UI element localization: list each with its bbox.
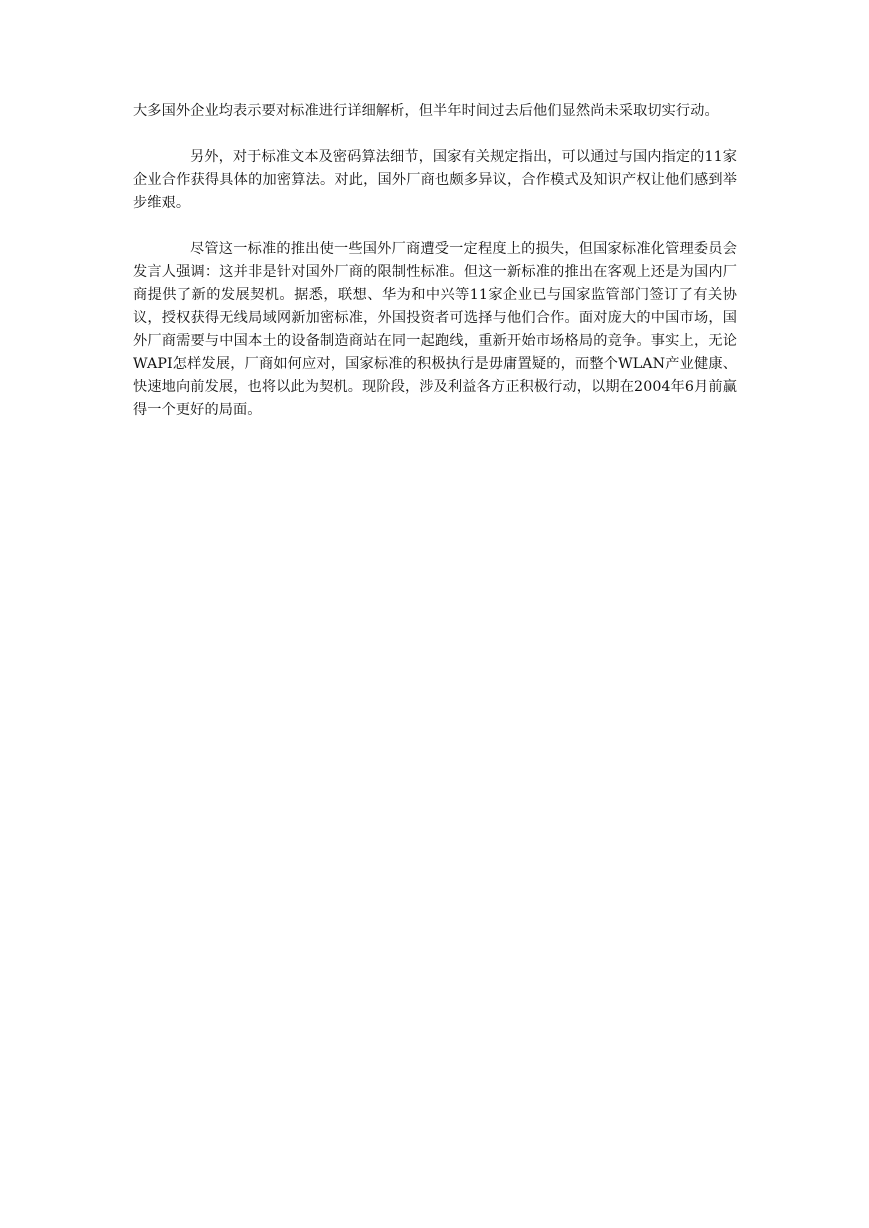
paragraph-3: 尽管这一标准的推出使一些国外厂商遭受一定程度上的损失，但国家标准化管理委员会发言人强调：这并非是针对国外厂商的限制性标准。但这一新标准的推出在客观上还是为国内厂商提供了新的发展契机。据悉，联想、华为和中兴等11家企业已与国家监管部门签订了有关协议，授权获得无线局域网新加密标准，外国投资者可选择与他们合作。面对庞大的中国市场，国外厂商需要与中国本土的设备制造商站在同一起跑线，重新开始市场格局的竞争。事实上，无论WAPI怎样发展，厂商如何应对，国家标准的积极执行是毋庸置疑的，而整个WLAN产业健康、快速地向前发展，也将以此为契机。现阶段，涉及利益各方正积极行动，以期在2004年6月前赢得一个更好的局面。 [133,241,737,418]
document-body [133,100,737,445]
paragraph-1: 大多国外企业均表示要对标准进行详细解析，但半年时间过去后他们显然尚未采取切实行动。 [133,103,719,119]
paragraph-2: 另外，对于标准文本及密码算法细节，国家有关规定指出，可以通过与国内指定的11家企业合作获得具体的加密算法。对此，国外厂商也颇多异议，合作模式及知识产权让他们感到举步维艰。 [133,149,737,211]
